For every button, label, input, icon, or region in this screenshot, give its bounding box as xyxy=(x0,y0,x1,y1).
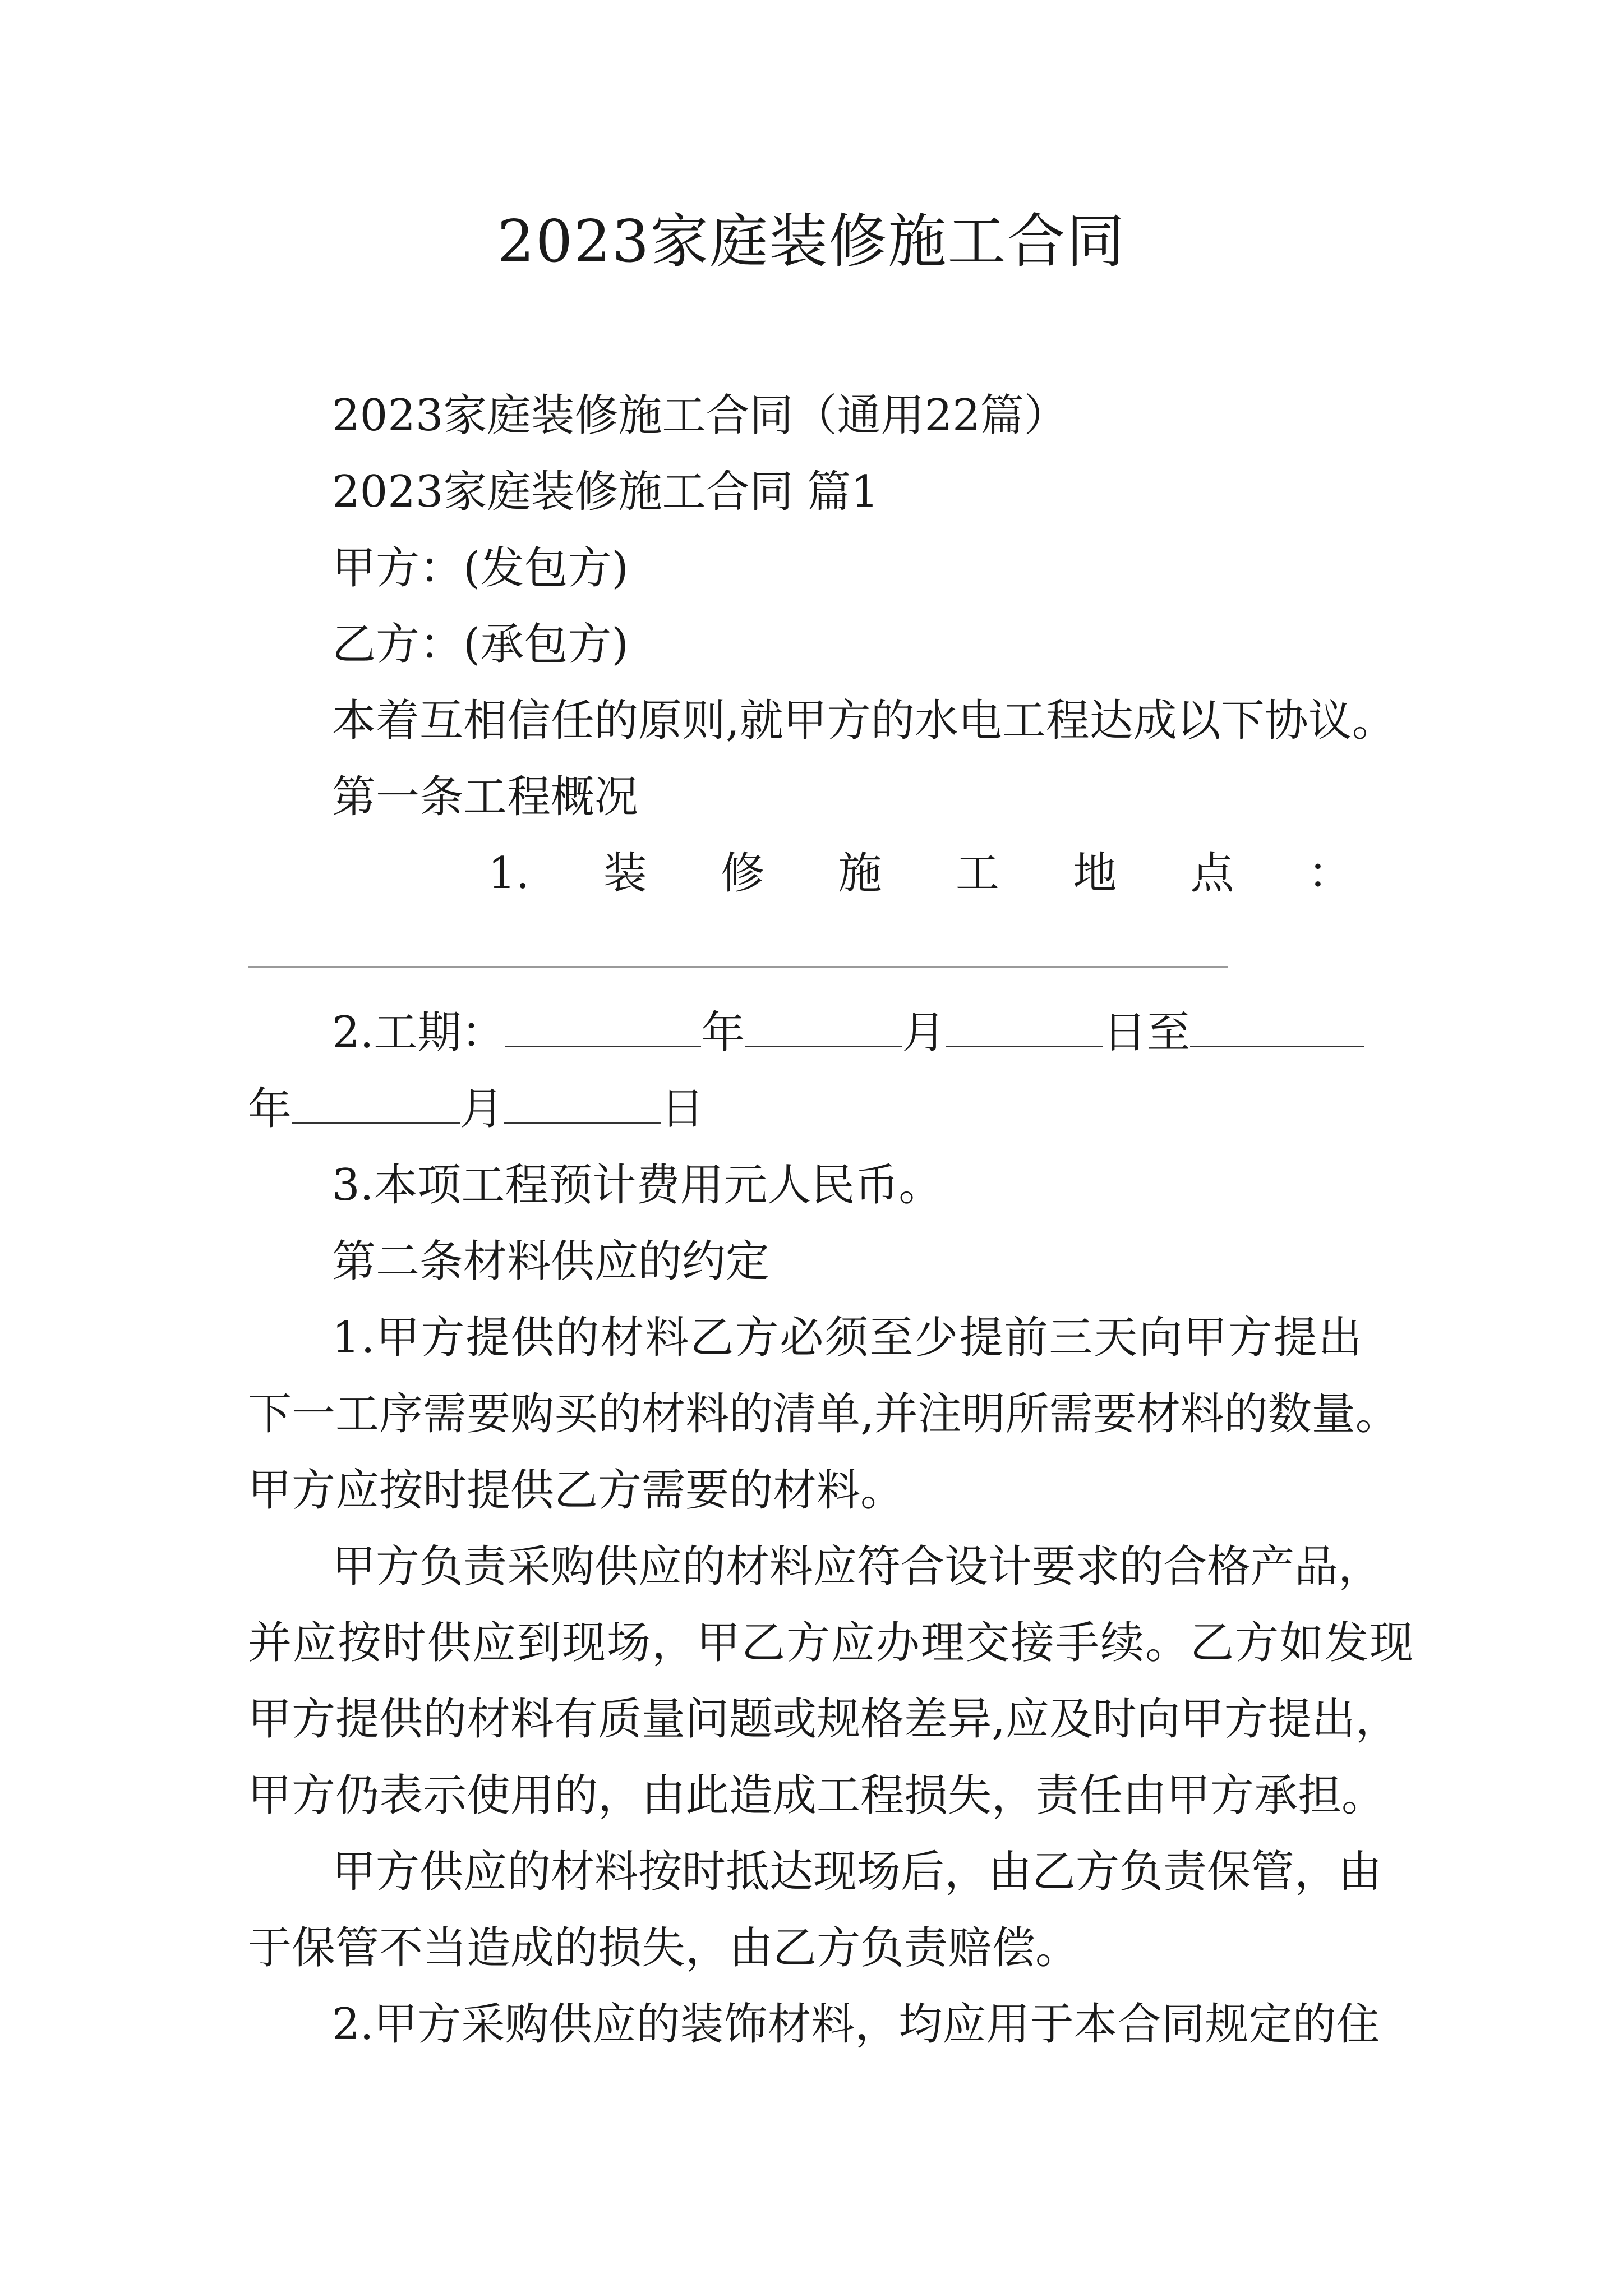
paragraph-line: 甲方提供的材料有质量问题或规格差异,应及时向甲方提出， xyxy=(248,1694,1399,1745)
blank-end-month xyxy=(292,1083,460,1124)
item-1-1-char: 点 xyxy=(1190,848,1234,899)
period-label: 2.工期： xyxy=(332,1007,505,1058)
intro-paragraph: 本着互相信任的原则,就甲方的水电工程达成以下协议。 xyxy=(332,696,1396,746)
period-month: 月 xyxy=(902,1007,946,1058)
item-1-1-char: ： xyxy=(1307,848,1352,899)
paragraph-line: 2.甲方采购供应的装饰材料，均应用于本合同规定的住 xyxy=(332,1999,1380,2050)
item-1-1-location-line xyxy=(488,843,1352,904)
paragraph-line: 甲方仍表示使用的，由此造成工程损失，责任由甲方承担。 xyxy=(248,1770,1386,1821)
paragraph-line: 1.甲方提供的材料乙方必须至少提前三天向甲方提出 xyxy=(332,1313,1363,1363)
blank-end-day xyxy=(504,1083,661,1124)
blank-end-year xyxy=(1190,1006,1364,1047)
paragraph-line: 甲方负责采购供应的材料应符合设计要求的合格产品， xyxy=(332,1542,1382,1592)
document-title: 2023家庭装修施工合同 xyxy=(497,207,1126,275)
paragraph-line: 甲方供应的材料按时抵达现场后，由乙方负责保管，由 xyxy=(332,1847,1382,1897)
location-fill-line xyxy=(248,966,1228,968)
item-1-1-char: 施 xyxy=(838,848,882,899)
period-month-2: 月 xyxy=(460,1084,504,1134)
paragraph-line: 并应按时供应到现场，甲乙方应办理交接手续。乙方如发现 xyxy=(248,1618,1415,1668)
period-day-to: 日至 xyxy=(1103,1007,1191,1058)
paragraph-line: 于保管不当造成的损失，由乙方负责赔偿。 xyxy=(248,1923,1080,1973)
party-a-line: 甲方：(发包方) xyxy=(332,543,629,593)
paragraph-line: 甲方应按时提供乙方需要的材料。 xyxy=(248,1465,905,1516)
item-1-1-char: 装 xyxy=(603,848,647,899)
article-1-heading: 第一条工程概况 xyxy=(332,772,639,822)
article-2-heading: 第二条材料供应的约定 xyxy=(332,1236,770,1287)
blank-start-year xyxy=(505,1006,701,1047)
item-1-1-char: 修 xyxy=(721,848,765,899)
item-1-2-period-line-2 xyxy=(248,1078,704,1140)
blank-start-month xyxy=(745,1006,902,1047)
blank-start-day xyxy=(946,1006,1103,1047)
paragraph-line: 下一工序需要购买的材料的清单,并注明所需要材料的数量。 xyxy=(248,1389,1399,1439)
document-subtitle: 2023家庭装修施工合同（通用22篇） xyxy=(332,390,1068,441)
period-year: 年 xyxy=(701,1007,745,1058)
item-1-2-period-line xyxy=(332,1002,1364,1064)
chapter-heading: 2023家庭装修施工合同 篇1 xyxy=(332,467,879,517)
item-1-3-cost: 3.本项工程预计费用元人民币。 xyxy=(332,1160,943,1211)
item-1-1-char: 地 xyxy=(1073,848,1117,899)
party-b-line: 乙方：(承包方) xyxy=(332,619,629,670)
period-day-2: 日 xyxy=(661,1084,705,1134)
item-1-1-char: 1. xyxy=(488,848,530,899)
period-year-2: 年 xyxy=(248,1084,292,1134)
item-1-1-char: 工 xyxy=(955,848,999,899)
